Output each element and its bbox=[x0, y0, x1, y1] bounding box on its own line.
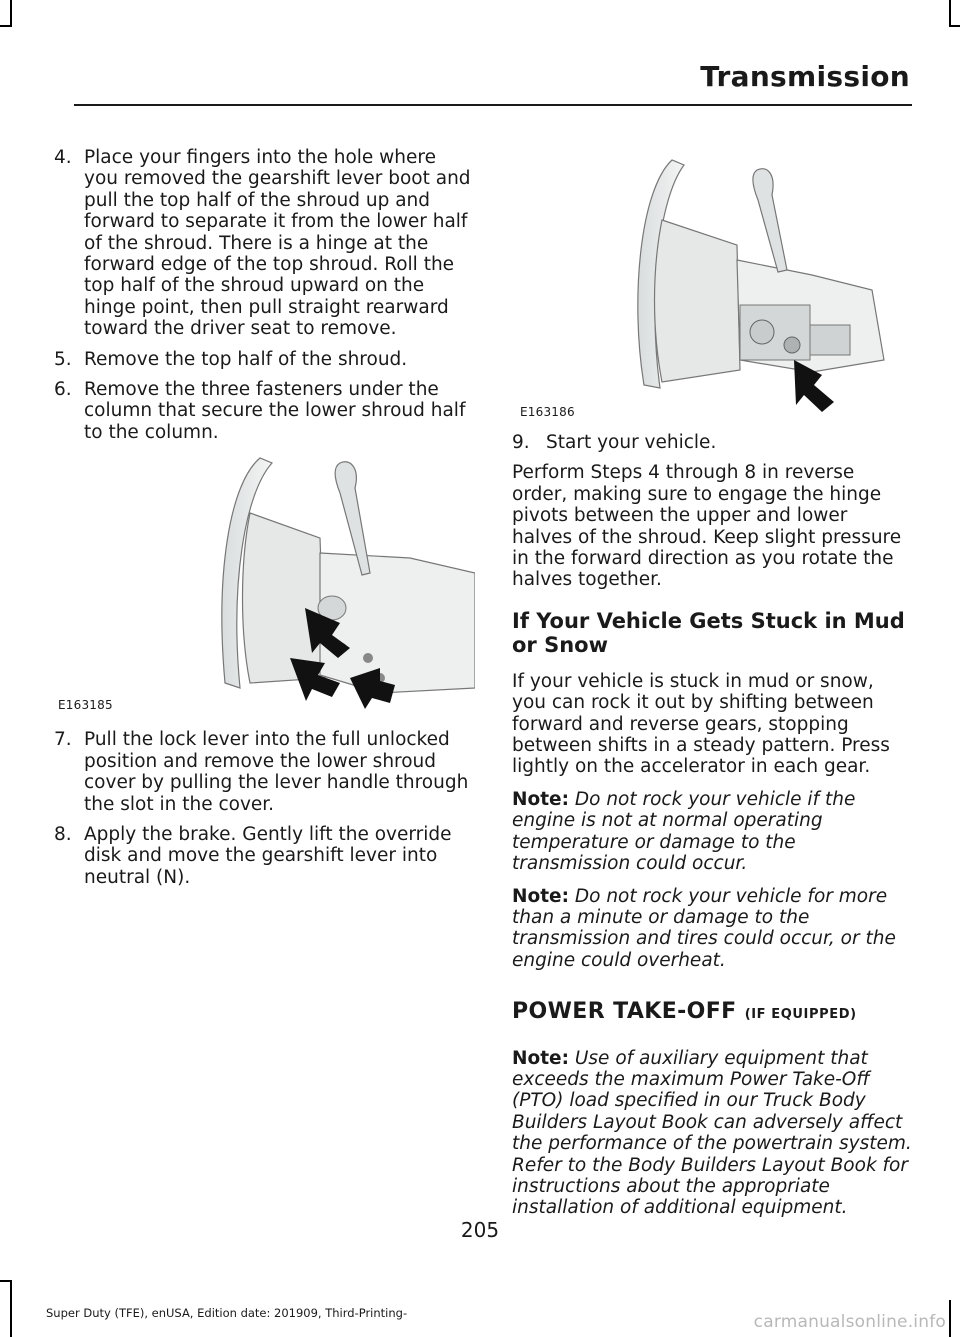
step-text: Remove the three fasteners under the column that secure the lower shroud half to the column. bbox=[84, 379, 466, 443]
steering-column-illustration bbox=[50, 453, 475, 709]
note-label: Note: bbox=[512, 788, 569, 810]
crop-mark bbox=[0, 25, 12, 27]
note-3 bbox=[512, 1048, 912, 1219]
step-number: 4. bbox=[54, 147, 72, 168]
step-7 bbox=[50, 729, 475, 815]
steering-column-illustration bbox=[512, 110, 912, 418]
crop-mark bbox=[949, 1300, 951, 1337]
step-8 bbox=[50, 824, 475, 888]
crop-mark bbox=[0, 1280, 12, 1282]
note-2 bbox=[512, 886, 912, 972]
figure-e163185 bbox=[50, 453, 475, 713]
step-text: Pull the lock lever into the full unlocked position and remove the lower shroud cover by pulling the lever handle through the slot in the cover. bbox=[84, 729, 469, 815]
heading-suffix: (IF EQUIPPED) bbox=[744, 1007, 857, 1023]
note-label: Note: bbox=[512, 885, 569, 907]
figure-code: E163185 bbox=[58, 698, 113, 713]
crop-mark bbox=[10, 0, 12, 26]
heading-stuck-in-mud: If Your Vehicle Gets Stuck in Mud or Snow bbox=[512, 608, 905, 657]
step-number: 6. bbox=[54, 379, 72, 401]
step-number: 5. bbox=[54, 348, 72, 370]
step-number: 8. bbox=[54, 823, 72, 845]
note-1 bbox=[512, 789, 912, 875]
page-header-title: Transmission bbox=[700, 60, 910, 93]
step-text: Apply the brake. Gently lift the override disk and move the gearshift lever into neutral (N). bbox=[84, 823, 452, 888]
paragraph-reverse-order: Perform Steps 4 through 8 in reverse order, making sure to engage the hinge pivots between the upper and lower halves of the shroud. Keep slight pressure in the forward direction as you rotate the halves together. bbox=[512, 462, 902, 591]
step-number: 9. bbox=[512, 432, 530, 453]
crop-mark bbox=[949, 0, 951, 26]
step-9 bbox=[512, 432, 912, 453]
note-text: Use of auxiliary equipment that exceeds the maximum Power Take-Off (PTO) load specified in our Truck Body Builders Layout Book can adversely affect the performance of the powertrain system. Refer to the Body Builders Layout Book for instructions about the appropriate installation of additional equipment. bbox=[512, 1047, 912, 1219]
paragraph-stuck-in-mud: If your vehicle is stuck in mud or snow, you can rock it out by shifting between forward and reverse gears, stopping between shifts in a steady pattern. Press lightly on the accelerator in each gear. bbox=[512, 670, 890, 778]
note-text: Do not rock your vehicle for more than a minute or damage to the transmission and tires could occur, or the engine could overheat. bbox=[512, 885, 896, 971]
crop-mark bbox=[10, 1280, 12, 1337]
note-label: Note: bbox=[512, 1047, 569, 1069]
footer-edition: Super Duty (TFE), enUSA, Edition date: 201909, Third-Printing- bbox=[46, 1306, 408, 1320]
watermark: carmanualsonline.info bbox=[753, 1312, 946, 1332]
step-text: Remove the top half of the shroud. bbox=[84, 348, 408, 370]
page-number: 205 bbox=[460, 1218, 500, 1242]
header-divider bbox=[74, 104, 912, 106]
step-5 bbox=[50, 349, 475, 370]
step-number: 7. bbox=[54, 729, 72, 751]
figure-e163186 bbox=[512, 110, 912, 418]
figure-code: E163186 bbox=[520, 405, 575, 419]
heading-power-take-off bbox=[512, 1001, 912, 1025]
right-column bbox=[512, 110, 912, 1230]
left-column bbox=[50, 147, 475, 897]
note-text: Do not rock your vehicle if the engine is not at normal operating temperature or damage to the transmission could occur. bbox=[512, 788, 856, 875]
step-6 bbox=[50, 379, 475, 443]
crop-mark bbox=[949, 25, 960, 27]
step-4 bbox=[50, 147, 475, 340]
heading-text: POWER TAKE-OFF bbox=[512, 999, 737, 1025]
step-text: Start your vehicle. bbox=[546, 432, 717, 453]
step-text: Place your fingers into the hole where you removed the gearshift lever boot and pull the top half of the shroud up and forward to separate it from the lower half of the shroud. There is a hinge at the forward edge of the top shroud. Roll the top half of the shroud upward on the hinge point, then pull straight rearward toward the driver seat to remove. bbox=[84, 147, 471, 340]
